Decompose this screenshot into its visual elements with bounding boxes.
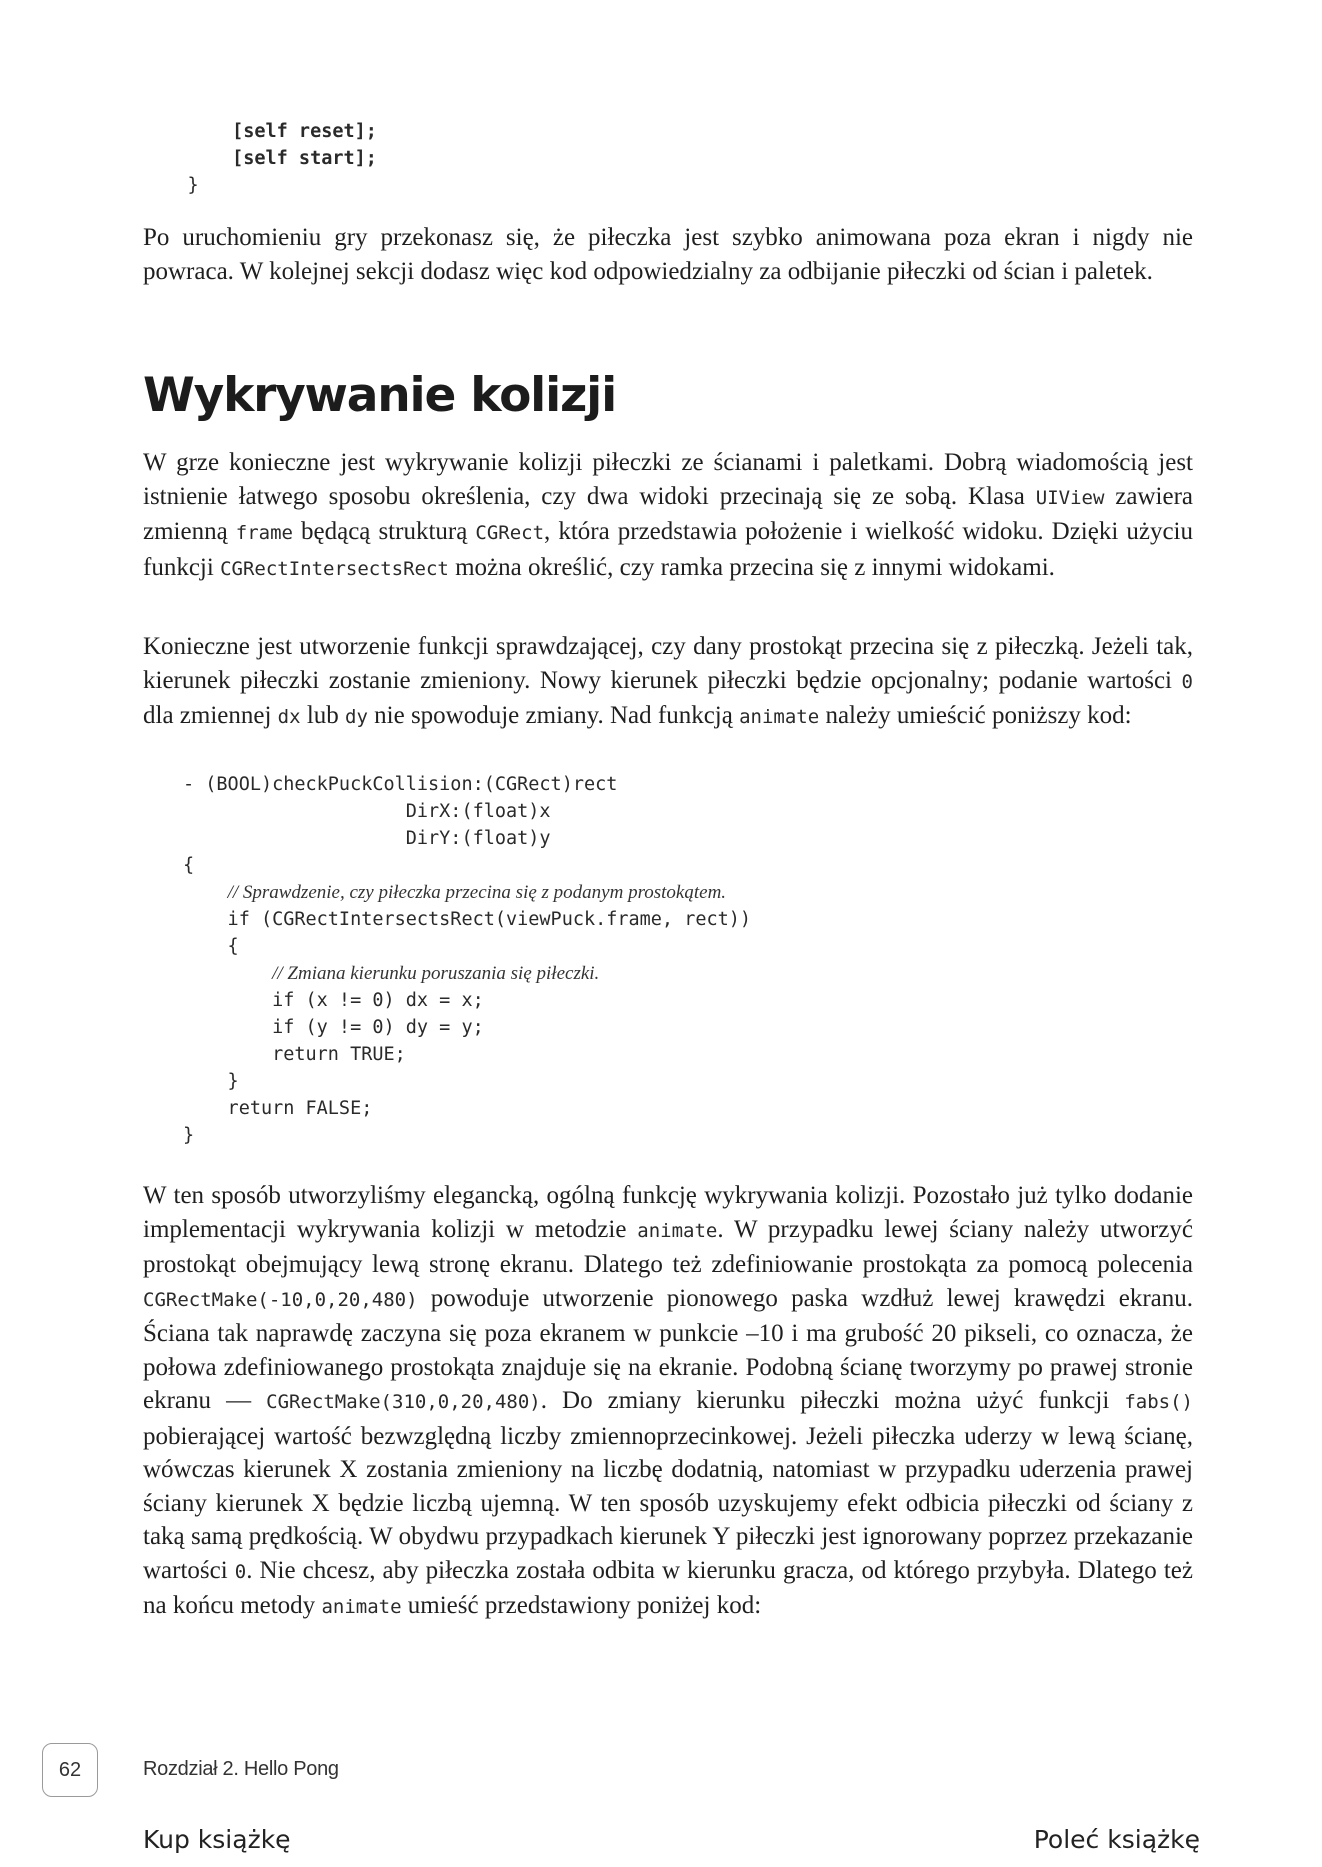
text-run: . Nie chcesz, aby piłeczka została odbita w kierunku gracza, od którego przybyła. Dlatego też na końcu metody <box>143 1556 1193 1619</box>
text-run: W ten sposób utworzyliśmy elegancką, ogólną funkcję wykrywania kolizji. Pozostało już tylko dodanie implementacji wykrywania kolizji w metodzie <box>143 1182 1193 1243</box>
code-block-top <box>143 118 377 199</box>
chapter-title: Rozdział 2. Hello Pong <box>143 1758 339 1780</box>
text-run: będącą strukturą <box>292 518 476 545</box>
code-block-main <box>183 771 751 1149</box>
text-run: dla zmiennej <box>143 702 278 729</box>
inline-code: CGRectMake(310,0,20,480) <box>266 1391 541 1413</box>
inline-code: animate <box>637 1219 718 1242</box>
text-run: , która przedstawia położenie i wielkość widoku. Dzięki użyciu funkcji <box>143 518 1193 581</box>
code-line: if (y != 0) dy = y; <box>183 1017 484 1038</box>
text-run: zawiera zmienną <box>143 482 1193 545</box>
code-line: [self reset]; <box>143 121 377 142</box>
buy-book-link[interactable]: Kup książkę <box>143 1825 291 1854</box>
code-comment: // Sprawdzenie, czy piłeczka przecina się z podanym prostokątem. <box>227 882 727 903</box>
text-run: należy umieścić poniższy kod: <box>819 702 1132 729</box>
paragraph-collision-intro <box>143 446 1193 586</box>
code-comment: // Zmiana kierunku poruszania się piłeczki. <box>272 963 600 984</box>
inline-code: UIView <box>1035 486 1105 509</box>
code-line: if (x != 0) dx = x; <box>183 990 484 1011</box>
text-run: lub <box>300 702 346 729</box>
text-run: Konieczne jest utworzenie funkcji sprawdzającej, czy dany prostokąt przecina się z piłeczką. Jeżeli tak, kierunek piłeczki zostanie zmieniony. Nowy kierunek piłeczki będzie opcjonalny; podanie wartości <box>143 633 1193 694</box>
page-number: 62 <box>42 1743 98 1797</box>
text-run: . Do zmiany kierunku piłeczki można użyć funkcji <box>540 1387 1125 1414</box>
paragraph-wall-collision <box>143 1179 1193 1625</box>
inline-code: animate <box>321 1596 402 1618</box>
inline-code: 0 <box>234 1560 247 1583</box>
code-line: { <box>183 855 195 876</box>
inline-code: 0 <box>1181 670 1193 693</box>
code-line: DirY:(float)y <box>183 828 551 849</box>
inline-code: animate <box>739 706 820 728</box>
text-run: powoduje utworzenie pionowego paska wzdłuż lewej krawędzi ekranu. Ściana tak naprawdę zaczyna się poza ekranem w punkcie –10 i ma grubość 20 pikseli, co oznacza, że połowa zdefiniowanego prostokąta znajduje się na ekranie. Podobną ścianę tworzymy po prawej stronie ekranu — <box>143 1284 1193 1414</box>
recommend-book-link[interactable]: Poleć książkę <box>1033 1825 1200 1854</box>
text-run: można określić, czy ramka przecina się z innymi widokami. <box>448 553 1055 581</box>
code-line: if (CGRectIntersectsRect(viewPuck.frame, rect)) <box>183 909 752 930</box>
code-line: return TRUE; <box>183 1044 406 1065</box>
text-run: nie spowoduje zmiany. Nad funkcją <box>367 702 740 729</box>
code-line: } <box>143 175 199 196</box>
code-line: return FALSE; <box>183 1098 373 1119</box>
code-line: } <box>183 1125 195 1146</box>
code-line: } <box>183 1071 239 1092</box>
paragraph-collision-function <box>143 630 1193 735</box>
section-heading: Wykrywanie kolizji <box>143 368 616 423</box>
inline-code: dy <box>345 706 368 728</box>
inline-code: CGRectMake(-10,0,20,480) <box>143 1288 418 1311</box>
inline-code: fabs() <box>1124 1391 1193 1413</box>
inline-code: CGRect <box>475 522 545 544</box>
text-run: . W przypadku lewej ściany należy utworzyć prostokąt obejmujący lewą stronę ekranu. Dlatego też zdefiniowanie prostokąta za pomocą polecenia <box>143 1215 1194 1278</box>
text-run: pobierającej wartość bezwzględną liczby zmiennoprzecinkowej. Jeżeli piłeczka uderzy w lewą ścianę, wówczas kierunek X zostania zmieniony na liczbę dodatnią, natomiast w przypadku uderzenia prawej ściany kierunek X będzie liczbą ujemną. W ten sposób uzyskujemy efekt odbicia piłeczki od ściany z taką samą prędkością. W obydwu przypadkach kierunek Y piłeczki jest ignorowany poprzez przekazanie wartości <box>143 1422 1193 1584</box>
inline-code: frame <box>235 522 293 544</box>
intro-paragraph: Po uruchomieniu gry przekonasz się, że piłeczka jest szybko animowana poza ekran i nigdy nie powraca. W kolejnej sekcji dodasz więc kod odpowiedzialny za odbijanie piłeczki od ścian i paletek. <box>143 224 1193 285</box>
text-run: umieść przedstawiony poniżej kod: <box>401 1592 762 1619</box>
inline-code: CGRectIntersectsRect <box>220 557 449 580</box>
code-line: DirX:(float)x <box>183 801 551 822</box>
inline-code: dx <box>277 706 301 728</box>
code-line: - (BOOL)checkPuckCollision:(CGRect)rect <box>183 774 618 795</box>
code-line: { <box>183 936 239 957</box>
code-line: [self start]; <box>143 148 377 169</box>
text-run: W grze konieczne jest wykrywanie kolizji piłeczki ze ścianami i paletkami. Dobrą wiadomością jest istnienie łatwego sposobu określenia, czy dwa widoki przecinają się ze sobą. Klasa <box>143 449 1193 510</box>
